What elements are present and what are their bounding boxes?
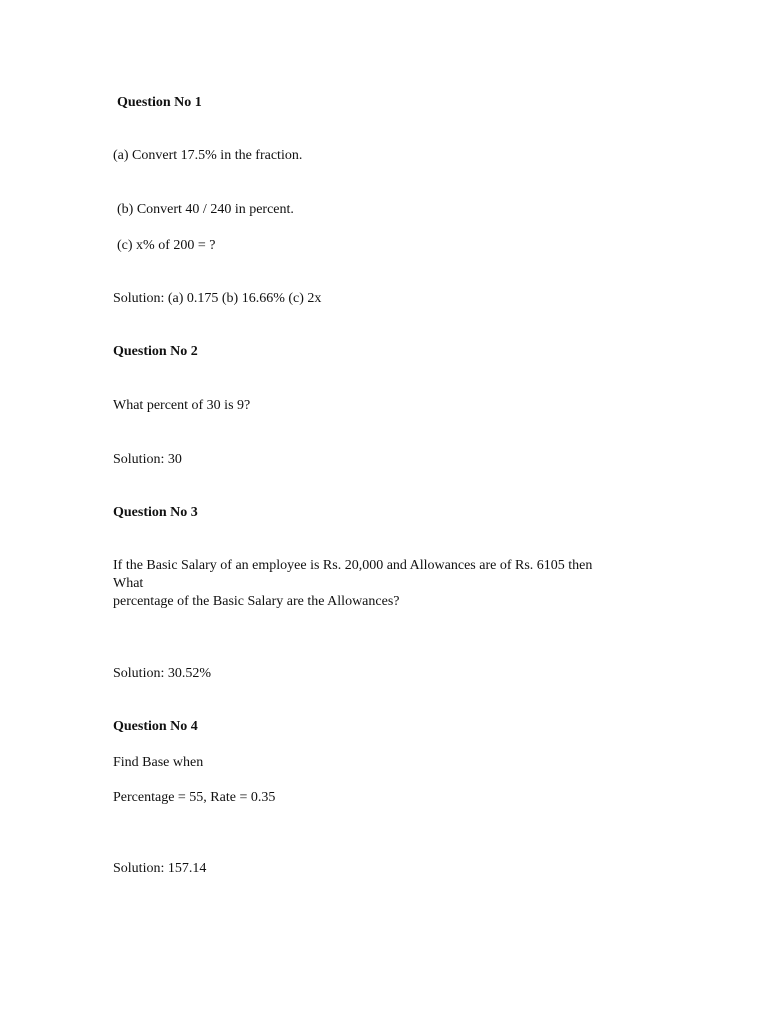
question-4-heading: Question No 4 (113, 719, 198, 734)
question-4-text-line-1: Find Base when (113, 755, 204, 770)
question-1-heading: Question No 1 (117, 95, 202, 110)
question-2-text: What percent of 30 is 9? (113, 398, 251, 413)
question-1-solution: Solution: (a) 0.175 (b) 16.66% (c) 2x (113, 291, 322, 306)
question-3-text-line-2: What (113, 576, 144, 591)
question-1-part-a: (a) Convert 17.5% in the fraction. (113, 148, 303, 163)
question-3-heading: Question No 3 (113, 505, 198, 520)
question-4-text-line-2: Percentage = 55, Rate = 0.35 (113, 790, 276, 805)
question-3-solution: Solution: 30.52% (113, 666, 212, 681)
question-4-solution: Solution: 157.14 (113, 861, 207, 876)
question-1-part-b: (b) Convert 40 / 240 in percent. (117, 202, 294, 217)
question-1-part-c: (c) x% of 200 = ? (117, 238, 216, 253)
question-2-solution: Solution: 30 (113, 452, 182, 467)
question-3-text-line-3: percentage of the Basic Salary are the Allowances? (113, 594, 400, 609)
question-3-text-line-1: If the Basic Salary of an employee is Rs. 20,000 and Allowances are of Rs. 6105 then (113, 558, 593, 573)
question-2-heading: Question No 2 (113, 344, 198, 359)
